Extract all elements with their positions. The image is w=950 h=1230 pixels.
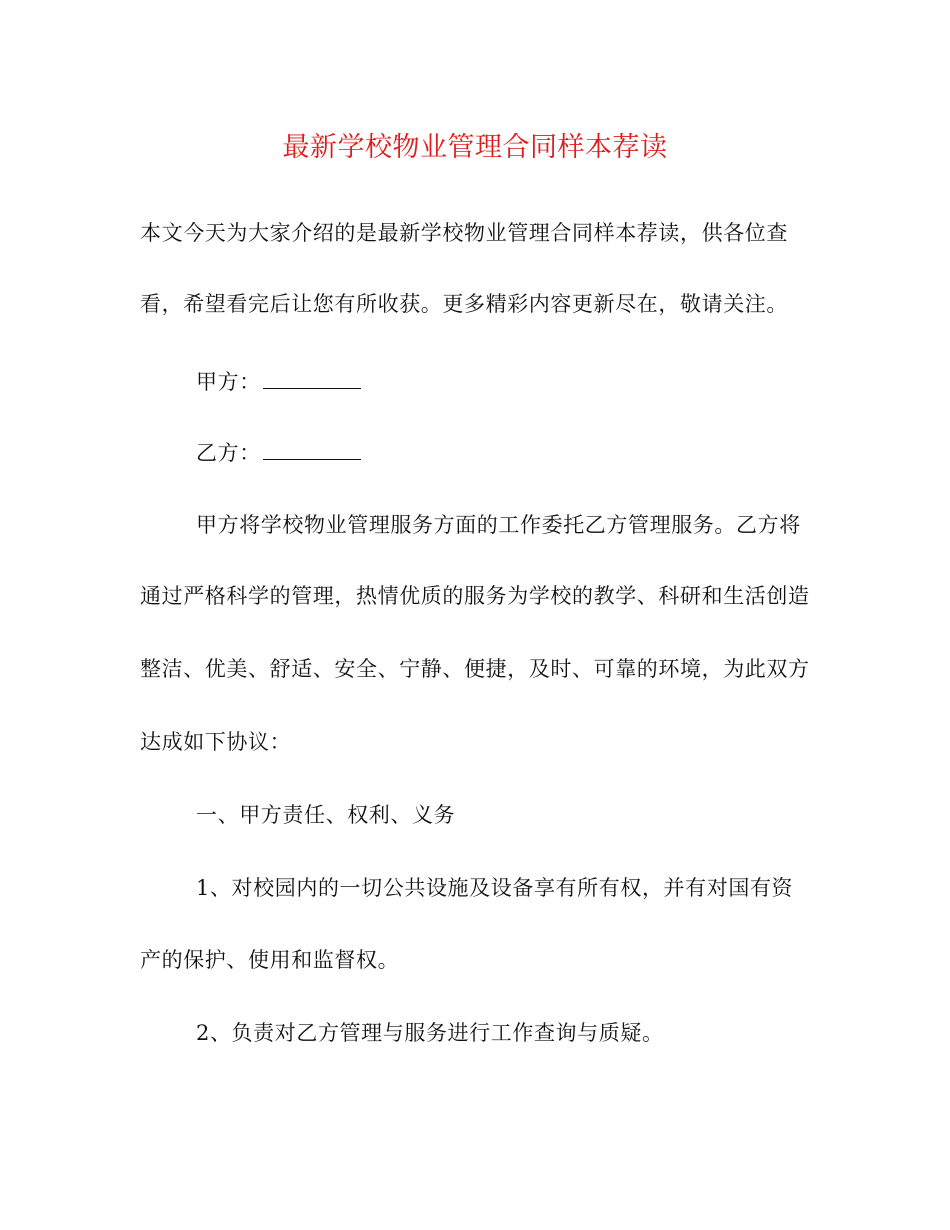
intro-line-2: 看，希望看完后让您有所收获。更多精彩内容更新尽在，敬请关注。 (140, 292, 788, 316)
item-1-line-1: 1、对校园内的一切公共设施及设备享有所有权，并有对国有资 (196, 876, 794, 900)
item-2-line-1: 2、负责对乙方管理与服务进行工作查询与质疑。 (196, 1021, 664, 1045)
section-1-heading: 一、甲方责任、权利、义务 (196, 803, 456, 827)
party-a-line (196, 366, 361, 397)
item-1-line-2: 产的保护、使用和监督权。 (140, 948, 400, 972)
party-b-label: 乙方： (196, 441, 261, 465)
party-a-blank (263, 366, 361, 389)
paragraph-1-line-4: 达成如下协议： (140, 730, 292, 754)
party-b-line (196, 437, 361, 468)
paragraph-1-line-3: 整洁、优美、舒适、安全、宁静、便捷，及时、可靠的环境，为此双方 (140, 657, 810, 681)
paragraph-1-line-2: 通过严格科学的管理，热情优质的服务为学校的教学、科研和生活创造 (140, 584, 810, 608)
paragraph-1-line-1: 甲方将学校物业管理服务方面的工作委托乙方管理服务。乙方将 (196, 513, 801, 537)
document-title: 最新学校物业管理合同样本荐读 (282, 132, 668, 163)
intro-line-1: 本文今天为大家介绍的是最新学校物业管理合同样本荐读，供各位查 (140, 221, 788, 245)
party-b-blank (263, 437, 361, 460)
party-a-label: 甲方： (196, 370, 261, 394)
